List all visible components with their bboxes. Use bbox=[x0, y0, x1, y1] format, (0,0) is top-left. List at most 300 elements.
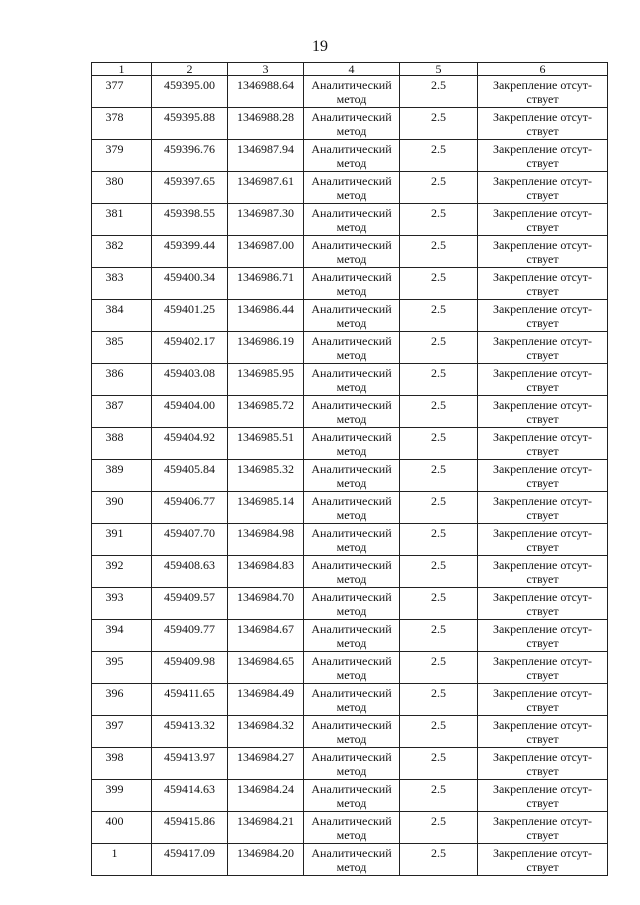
accuracy-cell bbox=[400, 556, 478, 588]
table-row bbox=[92, 556, 608, 588]
y-coordinate: 1346985.51 bbox=[237, 430, 294, 444]
fixation-cell bbox=[478, 684, 608, 716]
point-number: 395 bbox=[105, 654, 124, 668]
y-coordinate: 1346987.61 bbox=[237, 174, 294, 188]
x-coordinate: 459409.57 bbox=[164, 590, 215, 604]
fixation-line-2: ствует bbox=[526, 572, 559, 586]
accuracy-value: 2.5 bbox=[431, 238, 446, 252]
y-coordinate: 1346984.98 bbox=[237, 526, 294, 540]
x-coordinate-cell bbox=[152, 236, 228, 268]
point-number-cell bbox=[92, 780, 152, 812]
table-row bbox=[92, 780, 608, 812]
accuracy-value: 2.5 bbox=[431, 398, 446, 412]
fixation-cell bbox=[478, 268, 608, 300]
x-coordinate: 459395.00 bbox=[164, 78, 215, 92]
point-number-cell bbox=[92, 556, 152, 588]
y-coordinate-cell bbox=[228, 140, 304, 172]
method-cell bbox=[304, 428, 400, 460]
x-coordinate-cell bbox=[152, 780, 228, 812]
point-number: 1 bbox=[111, 846, 118, 860]
accuracy-value: 2.5 bbox=[431, 654, 446, 668]
fixation-line-1: Закрепление отсут- bbox=[492, 558, 593, 572]
method-line-2: метод bbox=[336, 476, 367, 490]
x-coordinate: 459397.65 bbox=[164, 174, 215, 188]
accuracy-value: 2.5 bbox=[431, 782, 446, 796]
fixation-cell bbox=[478, 524, 608, 556]
method-line-1: Аналитический bbox=[311, 814, 392, 828]
method-line-2: метод bbox=[336, 764, 367, 778]
x-coordinate-cell bbox=[152, 428, 228, 460]
y-coordinate: 1346985.72 bbox=[237, 398, 294, 412]
method-cell bbox=[304, 716, 400, 748]
coordinates-table bbox=[91, 62, 608, 876]
fixation-cell bbox=[478, 172, 608, 204]
method-line-2: метод bbox=[336, 92, 367, 106]
accuracy-value: 2.5 bbox=[431, 174, 446, 188]
y-coordinate: 1346988.28 bbox=[237, 110, 294, 124]
y-coordinate: 1346984.83 bbox=[237, 558, 294, 572]
accuracy-value: 2.5 bbox=[431, 206, 446, 220]
header-col-3: 3 bbox=[228, 63, 304, 76]
x-coordinate-cell bbox=[152, 140, 228, 172]
point-number-cell bbox=[92, 396, 152, 428]
y-coordinate: 1346984.49 bbox=[237, 686, 294, 700]
y-coordinate-cell bbox=[228, 652, 304, 684]
y-coordinate: 1346985.32 bbox=[237, 462, 294, 476]
accuracy-value: 2.5 bbox=[431, 558, 446, 572]
y-coordinate: 1346986.44 bbox=[237, 302, 294, 316]
x-coordinate-cell bbox=[152, 108, 228, 140]
point-number-cell bbox=[92, 204, 152, 236]
fixation-cell bbox=[478, 300, 608, 332]
x-coordinate: 459404.92 bbox=[164, 430, 215, 444]
point-number: 399 bbox=[105, 782, 124, 796]
y-coordinate-cell bbox=[228, 300, 304, 332]
method-cell bbox=[304, 780, 400, 812]
x-coordinate: 459406.77 bbox=[164, 494, 215, 508]
method-line-2: метод bbox=[336, 828, 367, 842]
accuracy-value: 2.5 bbox=[431, 110, 446, 124]
fixation-cell bbox=[478, 396, 608, 428]
accuracy-value: 2.5 bbox=[431, 366, 446, 380]
table-row bbox=[92, 268, 608, 300]
fixation-line-1: Закрепление отсут- bbox=[492, 142, 593, 156]
fixation-line-2: ствует bbox=[526, 92, 559, 106]
point-number-cell bbox=[92, 748, 152, 780]
point-number: 383 bbox=[105, 270, 124, 284]
y-coordinate-cell bbox=[228, 684, 304, 716]
point-number: 378 bbox=[105, 110, 124, 124]
x-coordinate-cell bbox=[152, 684, 228, 716]
method-cell bbox=[304, 748, 400, 780]
accuracy-value: 2.5 bbox=[431, 590, 446, 604]
table-row bbox=[92, 716, 608, 748]
method-line-1: Аналитический bbox=[311, 462, 392, 476]
method-line-2: метод bbox=[336, 732, 367, 746]
x-coordinate-cell bbox=[152, 76, 228, 108]
y-coordinate-cell bbox=[228, 844, 304, 876]
point-number-cell bbox=[92, 172, 152, 204]
method-line-1: Аналитический bbox=[311, 686, 392, 700]
method-cell bbox=[304, 556, 400, 588]
fixation-line-1: Закрепление отсут- bbox=[492, 174, 593, 188]
method-line-1: Аналитический bbox=[311, 590, 392, 604]
y-coordinate: 1346984.70 bbox=[237, 590, 294, 604]
fixation-line-2: ствует bbox=[526, 188, 559, 202]
point-number: 393 bbox=[105, 590, 124, 604]
method-line-1: Аналитический bbox=[311, 110, 392, 124]
x-coordinate-cell bbox=[152, 652, 228, 684]
accuracy-value: 2.5 bbox=[431, 526, 446, 540]
method-line-1: Аналитический bbox=[311, 622, 392, 636]
fixation-cell bbox=[478, 364, 608, 396]
y-coordinate-cell bbox=[228, 716, 304, 748]
accuracy-cell bbox=[400, 716, 478, 748]
x-coordinate-cell bbox=[152, 300, 228, 332]
table-row bbox=[92, 844, 608, 876]
fixation-line-1: Закрепление отсут- bbox=[492, 814, 593, 828]
y-coordinate: 1346987.30 bbox=[237, 206, 294, 220]
y-coordinate: 1346985.95 bbox=[237, 366, 294, 380]
point-number-cell bbox=[92, 620, 152, 652]
accuracy-value: 2.5 bbox=[431, 270, 446, 284]
method-line-2: метод bbox=[336, 668, 367, 682]
table-row bbox=[92, 460, 608, 492]
accuracy-cell bbox=[400, 460, 478, 492]
table-row bbox=[92, 364, 608, 396]
y-coordinate-cell bbox=[228, 172, 304, 204]
header-col-1: 1 bbox=[92, 63, 152, 76]
method-line-1: Аналитический bbox=[311, 206, 392, 220]
method-cell bbox=[304, 588, 400, 620]
x-coordinate-cell bbox=[152, 716, 228, 748]
method-line-2: метод bbox=[336, 348, 367, 362]
fixation-line-2: ствует bbox=[526, 540, 559, 554]
point-number-cell bbox=[92, 236, 152, 268]
point-number-cell bbox=[92, 76, 152, 108]
fixation-line-2: ствует bbox=[526, 444, 559, 458]
point-number: 377 bbox=[105, 78, 124, 92]
table-row bbox=[92, 140, 608, 172]
method-line-2: метод bbox=[336, 220, 367, 234]
method-cell bbox=[304, 684, 400, 716]
fixation-cell bbox=[478, 428, 608, 460]
x-coordinate: 459407.70 bbox=[164, 526, 215, 540]
fixation-line-2: ствует bbox=[526, 476, 559, 490]
table-row bbox=[92, 332, 608, 364]
x-coordinate-cell bbox=[152, 620, 228, 652]
fixation-line-1: Закрепление отсут- bbox=[492, 334, 593, 348]
x-coordinate-cell bbox=[152, 204, 228, 236]
fixation-cell bbox=[478, 76, 608, 108]
y-coordinate: 1346987.94 bbox=[237, 142, 294, 156]
accuracy-value: 2.5 bbox=[431, 78, 446, 92]
x-coordinate: 459402.17 bbox=[164, 334, 215, 348]
accuracy-value: 2.5 bbox=[431, 718, 446, 732]
x-coordinate: 459413.97 bbox=[164, 750, 215, 764]
method-cell bbox=[304, 364, 400, 396]
x-coordinate: 459408.63 bbox=[164, 558, 215, 572]
x-coordinate: 459414.63 bbox=[164, 782, 215, 796]
x-coordinate-cell bbox=[152, 524, 228, 556]
fixation-line-2: ствует bbox=[526, 668, 559, 682]
fixation-line-1: Закрепление отсут- bbox=[492, 654, 593, 668]
x-coordinate: 459405.84 bbox=[164, 462, 215, 476]
accuracy-value: 2.5 bbox=[431, 750, 446, 764]
accuracy-cell bbox=[400, 236, 478, 268]
y-coordinate: 1346984.27 bbox=[237, 750, 294, 764]
method-line-2: метод bbox=[336, 412, 367, 426]
method-line-2: метод bbox=[336, 188, 367, 202]
accuracy-cell bbox=[400, 108, 478, 140]
y-coordinate: 1346985.14 bbox=[237, 494, 294, 508]
fixation-line-1: Закрепление отсут- bbox=[492, 494, 593, 508]
method-line-2: метод bbox=[336, 636, 367, 650]
y-coordinate: 1346984.32 bbox=[237, 718, 294, 732]
fixation-line-1: Закрепление отсут- bbox=[492, 238, 593, 252]
fixation-cell bbox=[478, 204, 608, 236]
fixation-line-1: Закрепление отсут- bbox=[492, 846, 593, 860]
accuracy-cell bbox=[400, 300, 478, 332]
fixation-line-1: Закрепление отсут- bbox=[492, 398, 593, 412]
x-coordinate: 459411.65 bbox=[164, 686, 215, 700]
point-number: 391 bbox=[105, 526, 124, 540]
x-coordinate-cell bbox=[152, 172, 228, 204]
method-cell bbox=[304, 524, 400, 556]
table-row bbox=[92, 76, 608, 108]
point-number-cell bbox=[92, 108, 152, 140]
y-coordinate-cell bbox=[228, 204, 304, 236]
accuracy-cell bbox=[400, 332, 478, 364]
table-row bbox=[92, 684, 608, 716]
point-number: 385 bbox=[105, 334, 124, 348]
y-coordinate-cell bbox=[228, 236, 304, 268]
header-col-2: 2 bbox=[152, 63, 228, 76]
table-row bbox=[92, 812, 608, 844]
method-line-2: метод bbox=[336, 156, 367, 170]
accuracy-cell bbox=[400, 140, 478, 172]
y-coordinate-cell bbox=[228, 620, 304, 652]
method-line-1: Аналитический bbox=[311, 142, 392, 156]
accuracy-value: 2.5 bbox=[431, 494, 446, 508]
method-line-1: Аналитический bbox=[311, 526, 392, 540]
method-line-1: Аналитический bbox=[311, 366, 392, 380]
table-row bbox=[92, 748, 608, 780]
accuracy-cell bbox=[400, 780, 478, 812]
method-cell bbox=[304, 108, 400, 140]
accuracy-cell bbox=[400, 588, 478, 620]
accuracy-cell bbox=[400, 364, 478, 396]
point-number: 398 bbox=[105, 750, 124, 764]
point-number: 379 bbox=[105, 142, 124, 156]
x-coordinate: 459409.77 bbox=[164, 622, 215, 636]
accuracy-cell bbox=[400, 524, 478, 556]
y-coordinate: 1346984.24 bbox=[237, 782, 294, 796]
point-number-cell bbox=[92, 364, 152, 396]
x-coordinate-cell bbox=[152, 460, 228, 492]
method-line-1: Аналитический bbox=[311, 782, 392, 796]
method-line-2: метод bbox=[336, 604, 367, 618]
accuracy-cell bbox=[400, 172, 478, 204]
fixation-line-1: Закрепление отсут- bbox=[492, 110, 593, 124]
accuracy-value: 2.5 bbox=[431, 302, 446, 316]
x-coordinate: 459395.88 bbox=[164, 110, 215, 124]
point-number: 387 bbox=[105, 398, 124, 412]
table-row bbox=[92, 588, 608, 620]
accuracy-cell bbox=[400, 620, 478, 652]
method-cell bbox=[304, 652, 400, 684]
header-col-5: 5 bbox=[400, 63, 478, 76]
method-line-1: Аналитический bbox=[311, 558, 392, 572]
fixation-line-2: ствует bbox=[526, 828, 559, 842]
method-line-1: Аналитический bbox=[311, 270, 392, 284]
fixation-line-2: ствует bbox=[526, 380, 559, 394]
method-cell bbox=[304, 812, 400, 844]
x-coordinate: 459404.00 bbox=[164, 398, 215, 412]
method-line-2: метод bbox=[336, 124, 367, 138]
accuracy-cell bbox=[400, 204, 478, 236]
method-line-2: метод bbox=[336, 860, 367, 874]
table-row bbox=[92, 620, 608, 652]
method-line-1: Аналитический bbox=[311, 238, 392, 252]
point-number-cell bbox=[92, 684, 152, 716]
point-number-cell bbox=[92, 300, 152, 332]
method-cell bbox=[304, 332, 400, 364]
fixation-line-2: ствует bbox=[526, 604, 559, 618]
y-coordinate: 1346984.65 bbox=[237, 654, 294, 668]
method-cell bbox=[304, 140, 400, 172]
y-coordinate-cell bbox=[228, 460, 304, 492]
fixation-line-2: ствует bbox=[526, 636, 559, 650]
fixation-cell bbox=[478, 460, 608, 492]
point-number-cell bbox=[92, 652, 152, 684]
method-line-1: Аналитический bbox=[311, 750, 392, 764]
header-col-6: 6 bbox=[478, 63, 608, 76]
table-row bbox=[92, 236, 608, 268]
accuracy-value: 2.5 bbox=[431, 462, 446, 476]
y-coordinate-cell bbox=[228, 588, 304, 620]
x-coordinate-cell bbox=[152, 364, 228, 396]
y-coordinate-cell bbox=[228, 748, 304, 780]
x-coordinate-cell bbox=[152, 812, 228, 844]
fixation-line-2: ствует bbox=[526, 316, 559, 330]
x-coordinate: 459403.08 bbox=[164, 366, 215, 380]
fixation-cell bbox=[478, 556, 608, 588]
method-cell bbox=[304, 460, 400, 492]
fixation-line-1: Закрепление отсут- bbox=[492, 750, 593, 764]
method-line-1: Аналитический bbox=[311, 334, 392, 348]
table-row bbox=[92, 428, 608, 460]
fixation-line-1: Закрепление отсут- bbox=[492, 78, 593, 92]
point-number: 381 bbox=[105, 206, 124, 220]
point-number: 396 bbox=[105, 686, 124, 700]
method-line-2: метод bbox=[336, 380, 367, 394]
fixation-cell bbox=[478, 748, 608, 780]
fixation-line-1: Закрепление отсут- bbox=[492, 526, 593, 540]
x-coordinate: 459409.98 bbox=[164, 654, 215, 668]
point-number-cell bbox=[92, 812, 152, 844]
fixation-line-2: ствует bbox=[526, 124, 559, 138]
method-line-1: Аналитический bbox=[311, 398, 392, 412]
method-line-1: Аналитический bbox=[311, 430, 392, 444]
method-line-2: метод bbox=[336, 572, 367, 586]
accuracy-cell bbox=[400, 428, 478, 460]
x-coordinate-cell bbox=[152, 492, 228, 524]
y-coordinate: 1346986.19 bbox=[237, 334, 294, 348]
method-cell bbox=[304, 844, 400, 876]
header-col-4: 4 bbox=[304, 63, 400, 76]
fixation-cell bbox=[478, 588, 608, 620]
accuracy-value: 2.5 bbox=[431, 430, 446, 444]
x-coordinate-cell bbox=[152, 748, 228, 780]
point-number-cell bbox=[92, 460, 152, 492]
y-coordinate-cell bbox=[228, 812, 304, 844]
fixation-line-2: ствует bbox=[526, 508, 559, 522]
fixation-line-2: ствует bbox=[526, 700, 559, 714]
y-coordinate-cell bbox=[228, 556, 304, 588]
accuracy-cell bbox=[400, 748, 478, 780]
method-line-1: Аналитический bbox=[311, 718, 392, 732]
y-coordinate-cell bbox=[228, 332, 304, 364]
method-line-2: метод bbox=[336, 700, 367, 714]
table-row bbox=[92, 204, 608, 236]
point-number-cell bbox=[92, 140, 152, 172]
method-cell bbox=[304, 300, 400, 332]
point-number: 382 bbox=[105, 238, 124, 252]
y-coordinate: 1346988.64 bbox=[237, 78, 294, 92]
fixation-cell bbox=[478, 108, 608, 140]
table-header bbox=[92, 63, 608, 76]
x-coordinate: 459415.86 bbox=[164, 814, 215, 828]
fixation-cell bbox=[478, 652, 608, 684]
point-number: 388 bbox=[105, 430, 124, 444]
accuracy-cell bbox=[400, 76, 478, 108]
page-number: 19 bbox=[312, 38, 328, 55]
point-number: 386 bbox=[105, 366, 124, 380]
fixation-line-1: Закрепление отсут- bbox=[492, 686, 593, 700]
accuracy-value: 2.5 bbox=[431, 686, 446, 700]
accuracy-value: 2.5 bbox=[431, 334, 446, 348]
x-coordinate: 459417.09 bbox=[164, 846, 215, 860]
x-coordinate-cell bbox=[152, 332, 228, 364]
y-coordinate-cell bbox=[228, 76, 304, 108]
accuracy-cell bbox=[400, 396, 478, 428]
method-cell bbox=[304, 492, 400, 524]
x-coordinate: 459399.44 bbox=[164, 238, 215, 252]
point-number-cell bbox=[92, 492, 152, 524]
method-line-2: метод bbox=[336, 444, 367, 458]
fixation-cell bbox=[478, 332, 608, 364]
y-coordinate-cell bbox=[228, 428, 304, 460]
fixation-cell bbox=[478, 492, 608, 524]
y-coordinate-cell bbox=[228, 108, 304, 140]
y-coordinate: 1346987.00 bbox=[237, 238, 294, 252]
point-number: 390 bbox=[105, 494, 124, 508]
fixation-line-2: ствует bbox=[526, 284, 559, 298]
point-number-cell bbox=[92, 524, 152, 556]
method-cell bbox=[304, 204, 400, 236]
point-number: 392 bbox=[105, 558, 124, 572]
fixation-cell bbox=[478, 844, 608, 876]
x-coordinate: 459413.32 bbox=[164, 718, 215, 732]
fixation-line-2: ствует bbox=[526, 860, 559, 874]
fixation-line-2: ствует bbox=[526, 220, 559, 234]
point-number: 397 bbox=[105, 718, 124, 732]
method-cell bbox=[304, 396, 400, 428]
accuracy-value: 2.5 bbox=[431, 814, 446, 828]
y-coordinate-cell bbox=[228, 364, 304, 396]
y-coordinate-cell bbox=[228, 268, 304, 300]
